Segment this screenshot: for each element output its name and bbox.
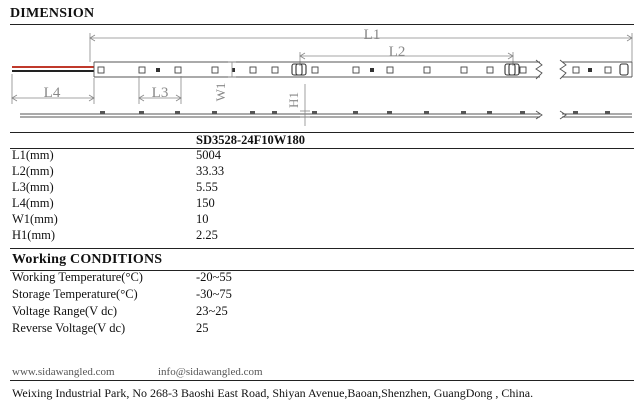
strip-drawing bbox=[0, 26, 644, 132]
spec-value: 10 bbox=[196, 212, 209, 226]
h1-dimension bbox=[300, 84, 310, 126]
condition-value: -20~55 bbox=[196, 270, 232, 284]
footer-address: Weixing Industrial Park, No 268-3 Baoshi East Road, Shiyan Avenue,Baoan,Shenzhen, GuangDong , China. bbox=[12, 386, 534, 400]
condition-label: Working Temperature(°C) bbox=[12, 270, 143, 284]
footer-email[interactable]: info@sidawangled.com bbox=[158, 366, 263, 378]
spec-label: L2(mm) bbox=[12, 164, 54, 178]
l1-dimension bbox=[90, 33, 632, 62]
led-chips bbox=[98, 67, 611, 73]
condition-label: Reverse Voltage(V dc) bbox=[12, 321, 126, 335]
condition-value: 23~25 bbox=[196, 304, 228, 318]
spec-value: 5004 bbox=[196, 148, 221, 162]
working-rule-top bbox=[10, 248, 634, 249]
dimension-rule bbox=[10, 24, 634, 25]
h1-label: H1 bbox=[286, 92, 301, 108]
spec-label: L3(mm) bbox=[12, 180, 54, 194]
spec-value: 2.25 bbox=[196, 228, 218, 242]
wires bbox=[12, 67, 94, 71]
l2-label: L2 bbox=[388, 44, 406, 60]
condition-value: -30~75 bbox=[196, 287, 232, 301]
spec-value: 33.33 bbox=[196, 164, 225, 178]
w1-label: W1 bbox=[213, 82, 228, 102]
l1-label: L1 bbox=[363, 27, 381, 43]
l2-dimension bbox=[300, 52, 513, 66]
footer-website[interactable]: www.sidawangled.com bbox=[12, 366, 115, 378]
l3-label: L3 bbox=[151, 85, 169, 101]
condition-value: 25 bbox=[196, 321, 209, 335]
strip-side-view bbox=[20, 111, 632, 119]
resistors bbox=[156, 68, 592, 72]
working-title: Working CONDITIONS bbox=[12, 252, 163, 267]
specs-rule bbox=[10, 132, 634, 133]
l4-label: L4 bbox=[43, 85, 61, 101]
spec-value: 150 bbox=[196, 196, 215, 210]
footer-rule bbox=[10, 380, 634, 381]
model-rule bbox=[10, 148, 634, 149]
spec-label: L1(mm) bbox=[12, 148, 54, 162]
spec-value: 5.55 bbox=[196, 180, 218, 194]
condition-label: Storage Temperature(°C) bbox=[12, 287, 138, 301]
condition-label: Voltage Range(V dc) bbox=[12, 304, 118, 318]
dimension-title: DIMENSION bbox=[10, 6, 95, 21]
spec-label: L4(mm) bbox=[12, 196, 54, 210]
spec-label: W1(mm) bbox=[12, 212, 58, 226]
spec-label: H1(mm) bbox=[12, 228, 56, 242]
model-name: SD3528-24F10W180 bbox=[196, 133, 306, 147]
